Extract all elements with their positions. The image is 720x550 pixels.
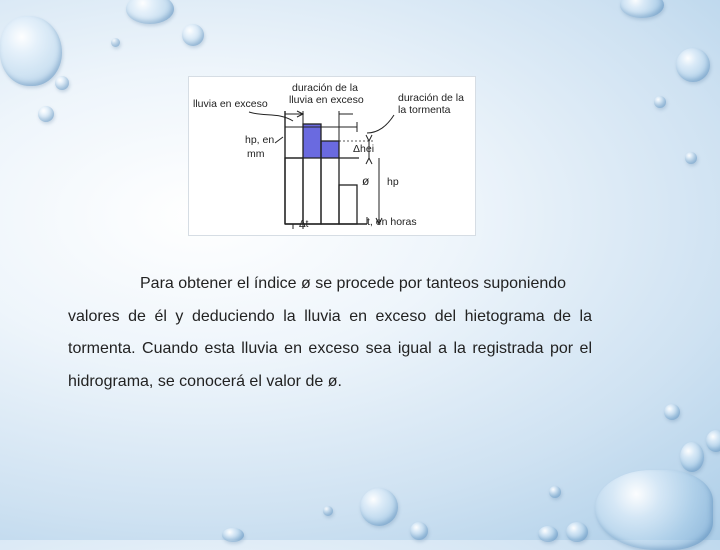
water-drop: [680, 442, 704, 472]
label-hp: hp, en: [245, 134, 275, 146]
water-drop: [182, 24, 204, 46]
label-hp-units: mm: [247, 148, 265, 160]
water-drop: [566, 522, 588, 542]
label-lluvia-exceso: lluvia en exceso: [193, 98, 268, 110]
paragraph-line-4: hidrograma, se conocerá el valor de ø.: [68, 372, 342, 390]
hyetograph-bar-4: [339, 185, 357, 224]
label-duracion-lluvia-1: duración de la: [292, 82, 358, 94]
label-hp-right: hp: [387, 176, 399, 188]
paragraph-line-1: Para obtener el índice ø se procede por tanteos suponiendo: [140, 275, 567, 292]
water-drop: [685, 152, 697, 164]
water-drop: [323, 506, 333, 516]
excess-rain-pointer: [249, 112, 293, 121]
water-drop: [654, 96, 666, 108]
label-duracion-lluvia-2: lluvia en exceso: [289, 94, 364, 106]
excess-rain-bar-1: [303, 124, 321, 158]
label-phi: ø: [362, 174, 370, 188]
hyetograph-figure: [188, 76, 476, 236]
body-paragraph: [68, 268, 592, 398]
water-drop: [55, 76, 69, 90]
label-duracion-tormenta-1: duración de la: [398, 92, 464, 104]
water-drop: [126, 0, 174, 24]
hyetograph-bar-1: [285, 158, 303, 224]
water-drop: [360, 488, 398, 526]
water-drop: [676, 48, 710, 82]
label-delta-t: Δt: [299, 219, 309, 230]
water-drop: [0, 16, 62, 86]
label-delta-he: Δhei: [353, 143, 375, 155]
water-drop: [706, 430, 720, 452]
water-drop: [664, 404, 680, 420]
water-drop: [595, 470, 713, 550]
water-drop: [111, 38, 120, 47]
hyetograph-diagram: [189, 77, 475, 235]
label-t-axis: t, en horas: [367, 216, 417, 228]
water-drop: [38, 106, 54, 122]
water-drop: [410, 522, 428, 540]
storm-duration-pointer: [367, 115, 394, 133]
paragraph-line-2: valores de él y deduciendo la lluvia en exceso del hietograma de la: [68, 307, 592, 325]
paragraph-line-3: tormenta. Cuando esta lluvia en exceso sea igual a la registrada por el: [68, 340, 592, 357]
water-drop: [549, 486, 561, 498]
water-drop: [620, 0, 664, 18]
label-duracion-tormenta-2: la tormenta: [398, 104, 451, 116]
excess-rain-bar-2: [321, 141, 339, 158]
